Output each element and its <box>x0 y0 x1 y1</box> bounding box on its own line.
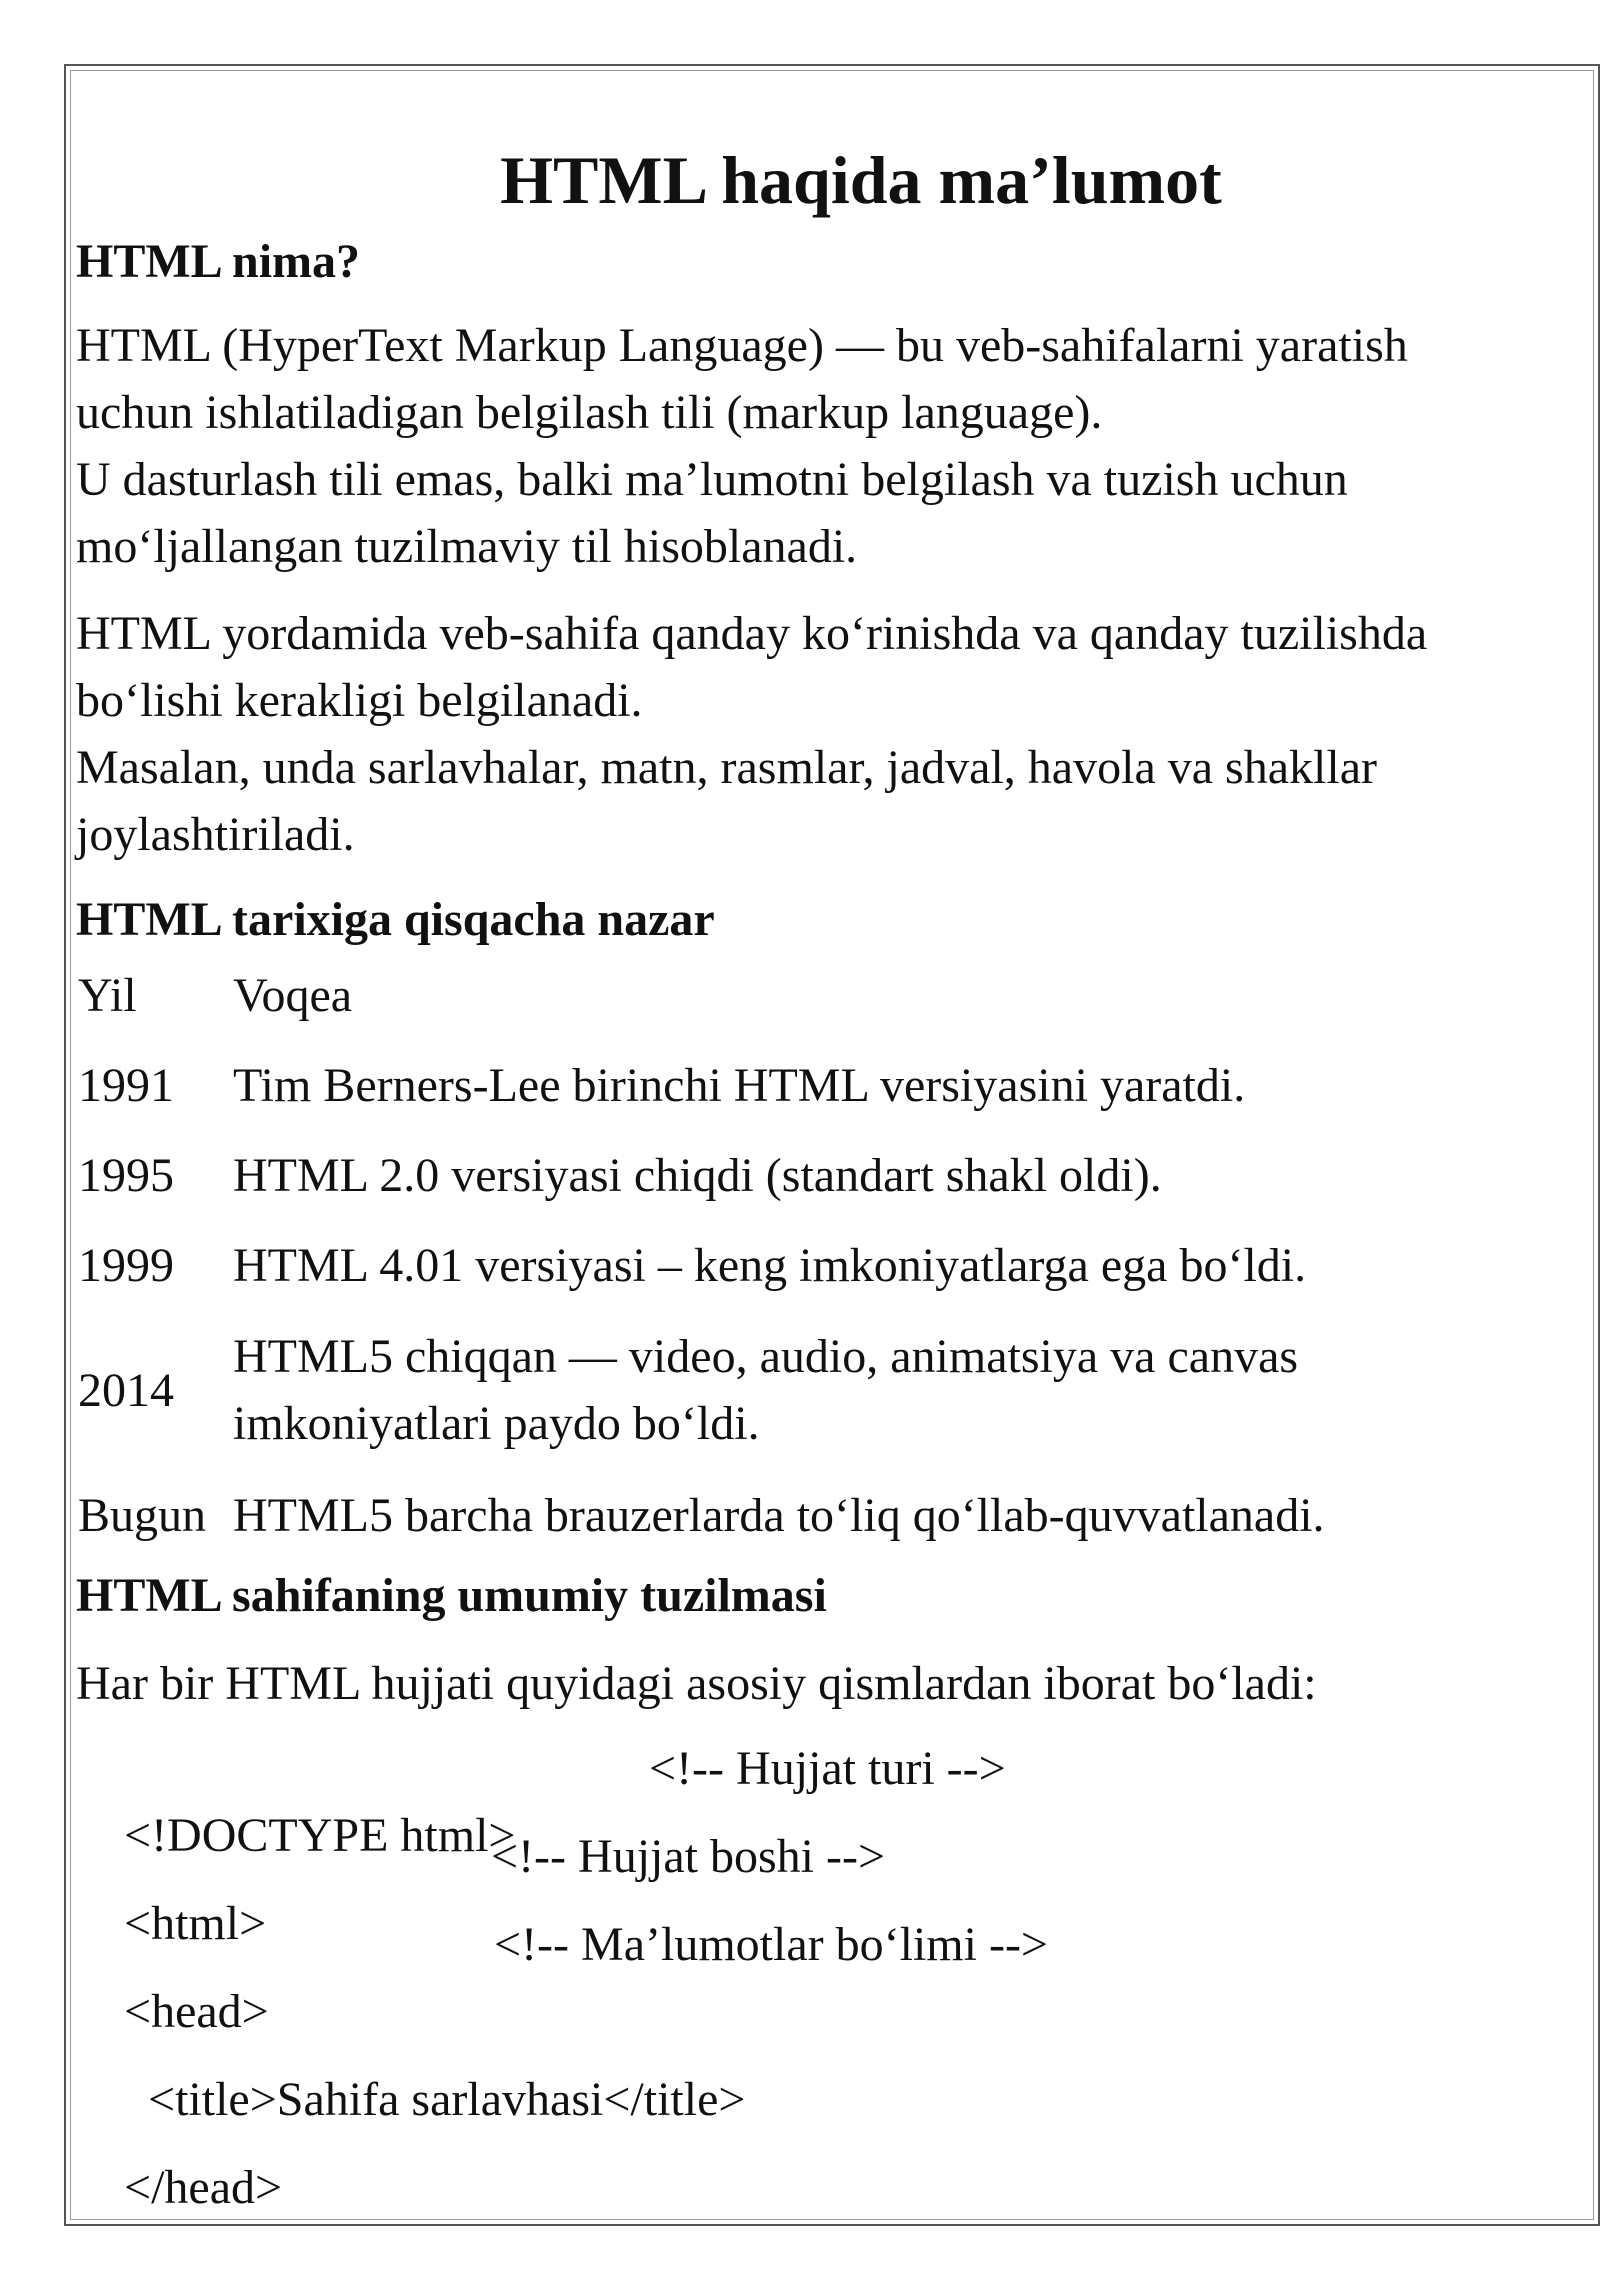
code-text: </head> <box>124 2161 283 2214</box>
table-row <box>76 1220 1473 1310</box>
table-cell-event: HTML5 barcha brauzerlarda to‘liq qo‘llab-quvvatlanadi. <box>233 1488 1325 1542</box>
document-body <box>76 140 1586 2214</box>
table-row <box>76 1130 1473 1220</box>
paragraph-line: bo‘lishi kerakligi belgilanadi. <box>76 674 643 727</box>
table-header-cell: Voqea <box>233 968 353 1022</box>
table-cell-year: 1999 <box>78 1238 174 1292</box>
table-row <box>76 1470 1473 1560</box>
table-row <box>76 1310 1473 1470</box>
code-text: <title>Sahifa sarlavhasi</title> <box>124 2073 746 2126</box>
structure-intro: Har bir HTML hujjati quyidagi asosiy qismlardan iborat bo‘ladi: <box>76 1657 1317 1710</box>
code-text: <head> <box>124 1985 269 2038</box>
code-comment: <!-- Ma’lumotlar bo‘limi --> <box>494 1918 1048 1971</box>
paragraph-intro <box>76 312 1586 580</box>
code-line <box>76 1999 1586 2126</box>
paragraph-line: uchun ishlatiladigan belgilash tili (markup language). <box>76 386 1103 439</box>
history-table <box>76 950 1473 1560</box>
table-cell-year: 2014 <box>78 1363 174 1417</box>
section-heading-what: HTML nima? <box>76 235 361 288</box>
table-cell-event: Tim Berners-Lee birinchi HTML versiyasini yaratdi. <box>233 1058 1246 1112</box>
code-comment: <!-- Hujjat boshi --> <box>491 1830 886 1883</box>
table-row <box>76 1040 1473 1130</box>
paragraph-purpose <box>76 600 1586 868</box>
code-text: <!DOCTYPE html> <box>124 1809 516 1862</box>
code-line <box>76 1911 1586 2038</box>
table-header-row <box>76 950 1473 1040</box>
document-title: HTML haqida ma’lumot <box>500 142 1222 218</box>
paragraph-line: U dasturlash tili emas, balki ma’lumotni belgilash va tuzish uchun <box>76 453 1348 506</box>
table-cell-event: HTML 4.01 versiyasi – keng imkoniyatlarga ega bo‘ldi. <box>233 1238 1307 1292</box>
paragraph-line: mo‘ljallangan tuzilmaviy til hisoblanadi. <box>76 520 858 573</box>
code-line <box>76 2087 1586 2214</box>
code-comment: <!-- Hujjat turi --> <box>649 1742 1006 1795</box>
code-text: <html> <box>124 1897 267 1950</box>
table-cell-year: 1991 <box>78 1058 174 1112</box>
section-heading-history: HTML tarixiga qisqacha nazar <box>76 893 715 946</box>
table-cell-event: HTML 2.0 versiyasi chiqdi (standart shakl oldi). <box>233 1148 1162 1202</box>
table-header-cell: Yil <box>78 968 137 1022</box>
paragraph-line: HTML yordamida veb-sahifa qanday ko‘rinishda va qanday tuzilishda <box>76 607 1428 660</box>
paragraph-line: HTML (HyperText Markup Language) — bu veb-sahifalarni yaratish <box>76 319 1408 372</box>
table-cell-year: Bugun <box>78 1488 207 1542</box>
table-cell-year: 1995 <box>78 1148 174 1202</box>
paragraph-line: joylashtiriladi. <box>76 808 355 861</box>
section-heading-structure: HTML sahifaning umumiy tuzilmasi <box>76 1569 827 1622</box>
paragraph-line: Masalan, unda sarlavhalar, matn, rasmlar, jadval, havola va shakllar <box>76 741 1377 794</box>
table-cell-event: HTML5 chiqqan — video, audio, animatsiya va canvas imkoniyatlari paydo bo‘ldi. <box>233 1330 1299 1450</box>
